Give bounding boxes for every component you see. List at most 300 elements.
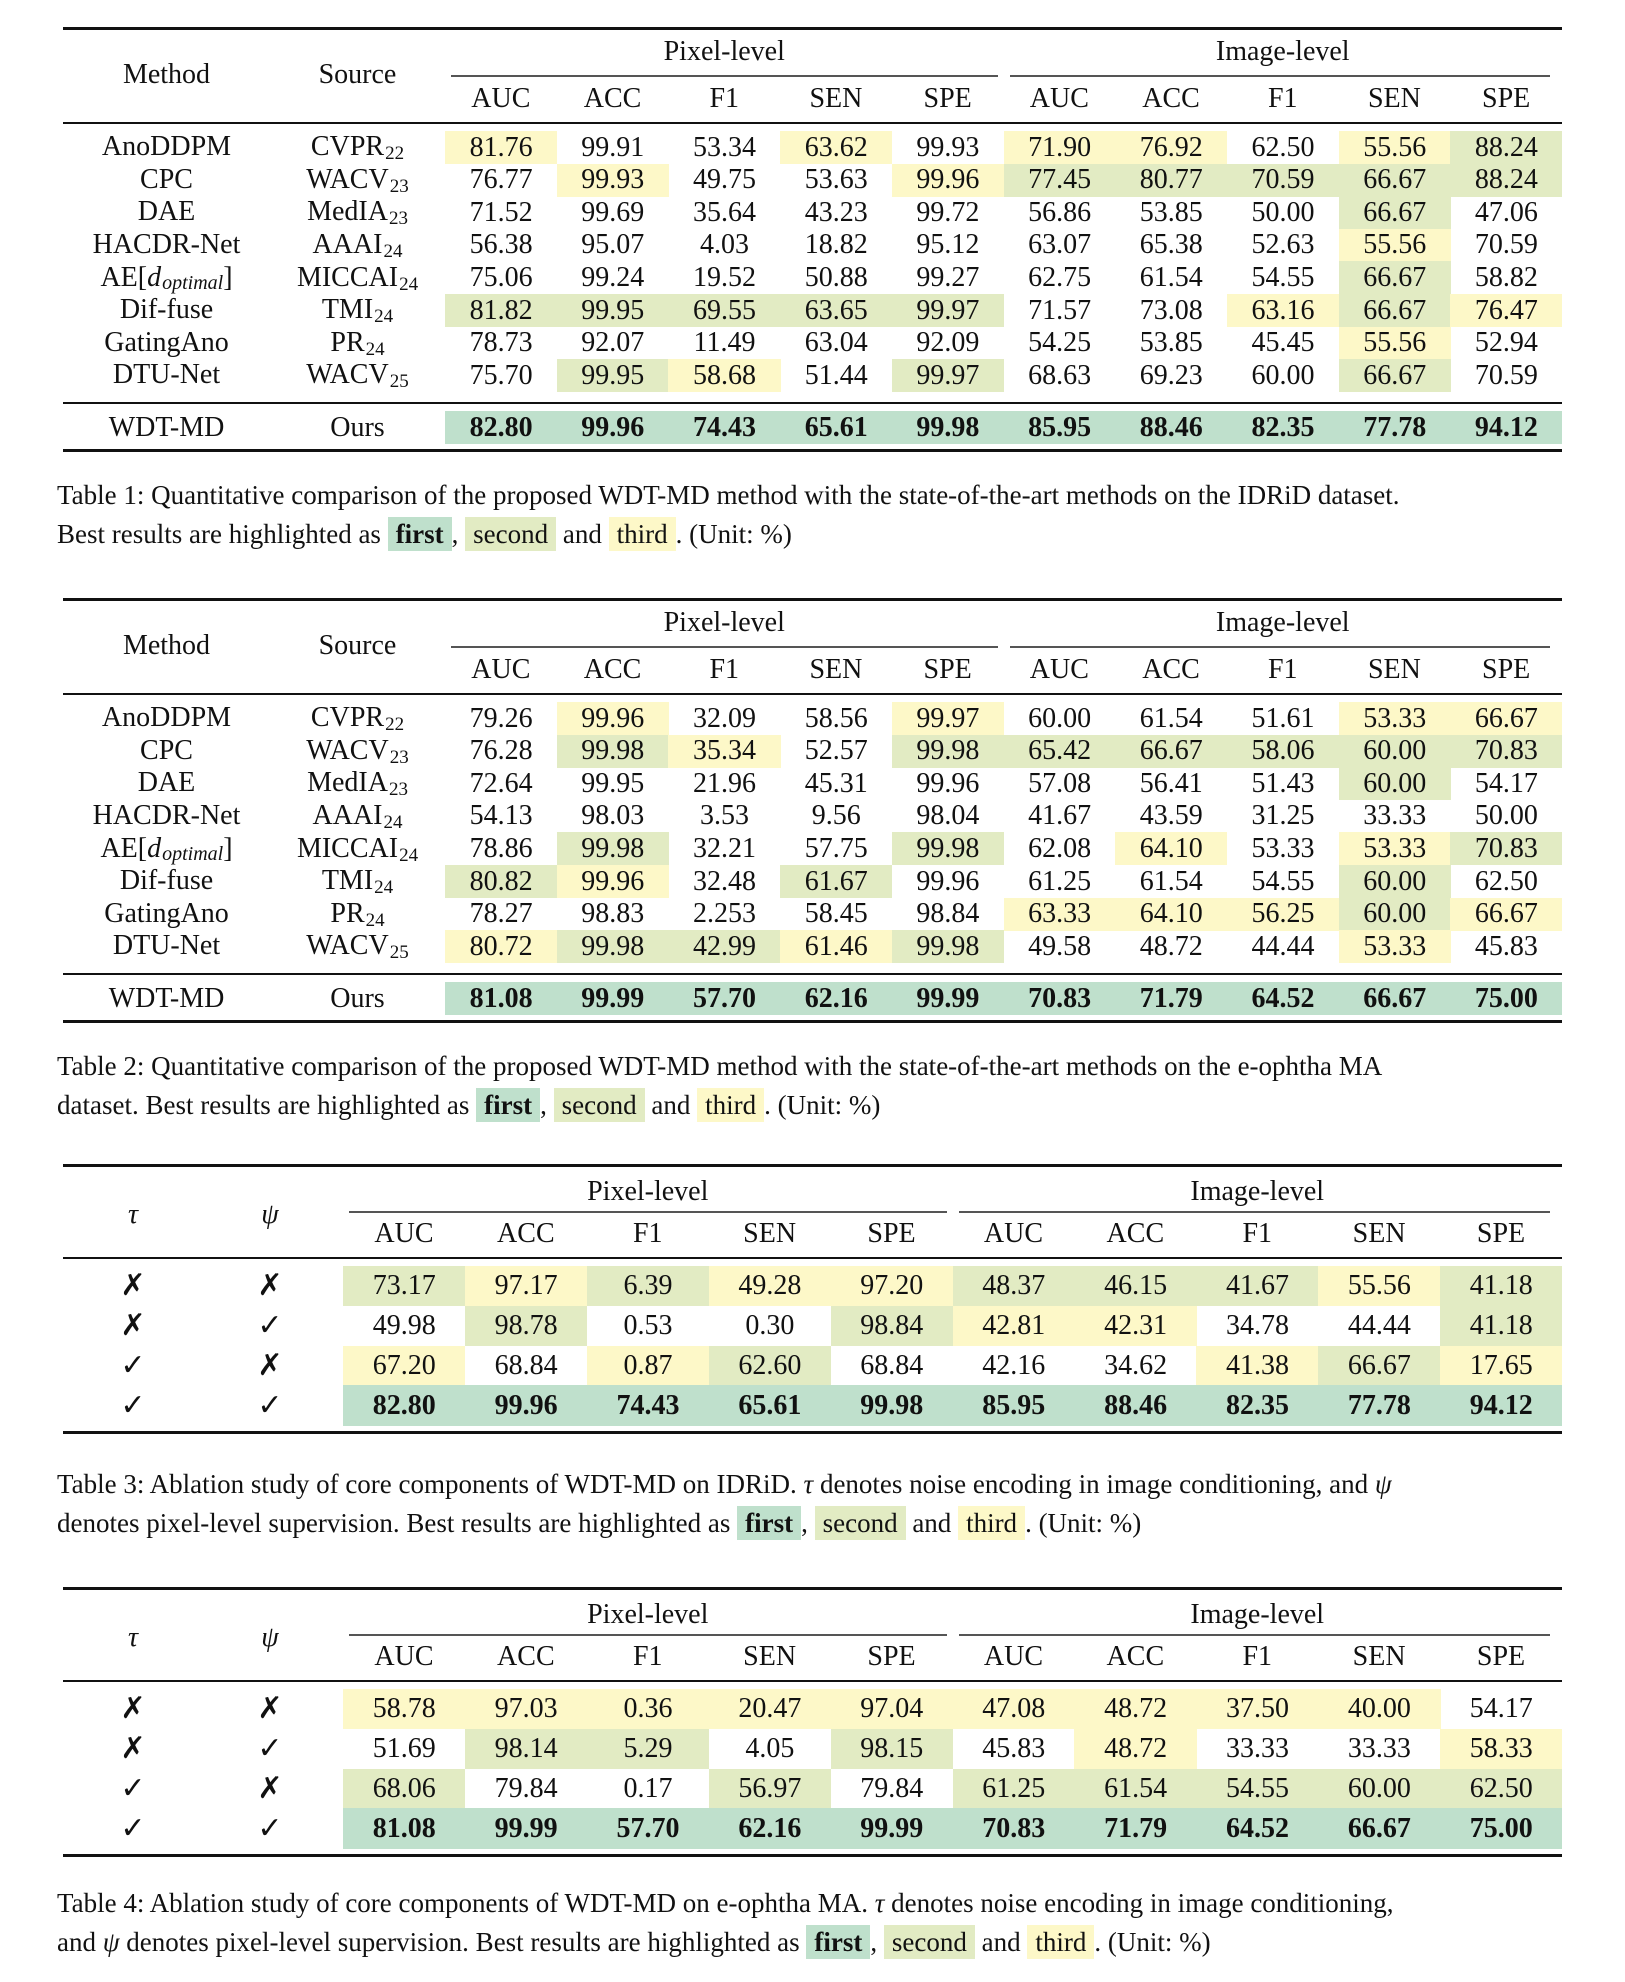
source-venue-name: WACV bbox=[306, 734, 389, 766]
cross-icon: ✗ bbox=[120, 1268, 146, 1304]
metric-value: 66.67 bbox=[1339, 196, 1451, 229]
method-name: DTU-Net bbox=[112, 359, 221, 391]
metric-value: 20.47 bbox=[709, 1689, 831, 1729]
metric-header-sen: SEN bbox=[1367, 83, 1421, 114]
metric-value: 99.27 bbox=[916, 261, 980, 293]
metric-value: 0.53 bbox=[623, 1309, 673, 1341]
metric-value: 60.00 bbox=[1339, 735, 1451, 768]
legend-chip-third: third bbox=[609, 517, 676, 551]
metric-value: 81.82 bbox=[445, 294, 557, 327]
cross-icon: ✗ bbox=[120, 1731, 146, 1767]
source-venue-year: 25 bbox=[389, 942, 409, 964]
metric-value: 51.61 bbox=[1251, 702, 1315, 734]
metric-value: 49.58 bbox=[1028, 930, 1092, 962]
metric-value: 98.84 bbox=[831, 1306, 953, 1346]
metric-value: 61.54 bbox=[1139, 702, 1203, 734]
metric-value: 58.82 bbox=[1474, 261, 1538, 293]
metric-value: 51.69 bbox=[372, 1732, 436, 1764]
metric-header-spe: SPE bbox=[1476, 1641, 1526, 1672]
metric-value: 79.26 bbox=[469, 702, 533, 734]
method-name-math: d bbox=[147, 261, 162, 293]
caption-line-2: and ψ denotes pixel-level supervision. Best results are highlighted as first , second and third . (Unit: %) bbox=[57, 1927, 1211, 1957]
legend-chip-first: first bbox=[476, 1088, 540, 1122]
metric-value: 51.44 bbox=[804, 359, 868, 391]
metric-value: 78.27 bbox=[469, 898, 533, 930]
metric-value: 49.28 bbox=[709, 1266, 831, 1306]
source-venue-name: WACV bbox=[306, 930, 389, 962]
metric-header-sen: SEN bbox=[1352, 1218, 1406, 1249]
metric-value: 99.98 bbox=[557, 735, 669, 768]
metric-value-best: 70.83 bbox=[953, 1808, 1075, 1848]
column-header-tau: τ bbox=[127, 1622, 139, 1653]
metric-value: 80.72 bbox=[445, 930, 557, 963]
metric-value: 60.00 bbox=[1318, 1769, 1440, 1809]
header-rule bbox=[63, 1680, 1562, 1682]
metric-value: 99.93 bbox=[916, 131, 980, 163]
metric-header-sen: SEN bbox=[809, 83, 863, 114]
source-venue bbox=[270, 229, 445, 262]
metric-value: 64.10 bbox=[1115, 832, 1227, 865]
metric-value-best: 75.00 bbox=[1440, 1808, 1562, 1848]
metric-value-best: 65.61 bbox=[709, 1385, 831, 1425]
metric-value: 81.76 bbox=[445, 131, 557, 164]
cmidrule-image-level bbox=[959, 1211, 1551, 1213]
metric-value: 42.16 bbox=[982, 1349, 1046, 1381]
source-venue-year: 24 bbox=[399, 844, 419, 866]
source-venue bbox=[270, 800, 445, 833]
source-venue-name: CVPR bbox=[310, 131, 385, 163]
caption-line-1 bbox=[57, 1465, 1569, 1504]
caption-text: Best results are highlighted as bbox=[57, 519, 381, 549]
metric-value: 62.60 bbox=[709, 1346, 831, 1386]
metric-value: 63.04 bbox=[804, 327, 868, 359]
metric-value: 68.84 bbox=[494, 1349, 558, 1381]
metric-value: 98.83 bbox=[581, 898, 645, 930]
metric-value: 56.38 bbox=[469, 229, 533, 261]
top-rule bbox=[63, 1164, 1562, 1167]
check-icon: ✓ bbox=[257, 1810, 283, 1846]
metric-value-best: 66.67 bbox=[1318, 1808, 1440, 1848]
tau-symbol: τ bbox=[874, 1888, 885, 1918]
metric-value: 61.54 bbox=[1074, 1769, 1196, 1809]
metric-value: 54.55 bbox=[1196, 1769, 1318, 1809]
metric-value: 44.44 bbox=[1251, 930, 1315, 962]
cmidrule-image-level bbox=[1010, 646, 1551, 648]
metric-value: 99.97 bbox=[892, 294, 1004, 327]
metric-value: 33.33 bbox=[1225, 1732, 1289, 1764]
source-venue-name: CVPR bbox=[310, 702, 385, 734]
metric-value: 43.59 bbox=[1139, 800, 1203, 832]
metric-value: 52.63 bbox=[1251, 229, 1315, 261]
metric-value: 33.33 bbox=[1363, 800, 1427, 832]
metric-value-best: 77.78 bbox=[1318, 1385, 1440, 1425]
table-caption-3 bbox=[57, 1465, 1569, 1543]
metric-value-best: 75.00 bbox=[1450, 982, 1562, 1015]
metric-value-best: 70.83 bbox=[1004, 982, 1116, 1015]
metric-value: 71.57 bbox=[1028, 294, 1092, 326]
metric-value-best: 85.95 bbox=[1004, 411, 1116, 444]
metric-value: 33.33 bbox=[1347, 1732, 1411, 1764]
metric-value: 66.67 bbox=[1339, 359, 1451, 392]
metric-value: 55.56 bbox=[1339, 327, 1451, 360]
metric-header-f1: F1 bbox=[1267, 83, 1298, 114]
metric-value-best: 88.46 bbox=[1115, 411, 1227, 444]
caption-text: and bbox=[974, 1927, 1028, 1957]
metric-value-best: 65.61 bbox=[780, 411, 892, 444]
metric-value: 98.78 bbox=[465, 1306, 587, 1346]
metric-value: 41.67 bbox=[1028, 800, 1092, 832]
metric-value: 75.70 bbox=[469, 359, 533, 391]
metric-value-best: 77.78 bbox=[1339, 411, 1451, 444]
bottom-rule bbox=[63, 1020, 1562, 1023]
metric-value: 98.15 bbox=[831, 1729, 953, 1769]
check-icon: ✓ bbox=[257, 1387, 283, 1423]
metric-value: 54.55 bbox=[1251, 261, 1315, 293]
metric-value: 53.34 bbox=[692, 131, 756, 163]
header-rule bbox=[63, 1257, 1562, 1259]
method-name-math: d bbox=[147, 832, 162, 864]
legend-chip-third: third bbox=[1027, 1925, 1094, 1959]
metric-value: 92.09 bbox=[916, 327, 980, 359]
metric-header-f1: F1 bbox=[1242, 1218, 1273, 1249]
legend-chip-second: second bbox=[884, 1925, 975, 1959]
metric-value: 32.21 bbox=[692, 832, 756, 864]
metric-value: 66.67 bbox=[1339, 164, 1451, 197]
source-venue-name: AAAI bbox=[312, 229, 383, 261]
metric-value-best: 99.96 bbox=[465, 1385, 587, 1425]
metric-value: 48.72 bbox=[1074, 1689, 1196, 1729]
metric-value: 95.07 bbox=[581, 229, 645, 261]
metric-value-best: 99.98 bbox=[892, 411, 1004, 444]
metric-value: 97.04 bbox=[831, 1689, 953, 1729]
metric-value: 0.30 bbox=[745, 1309, 795, 1341]
metric-value: 63.16 bbox=[1227, 294, 1339, 327]
method-name-prefix: AE[ bbox=[100, 261, 148, 293]
group-header-image-level: Image-level bbox=[1215, 36, 1350, 67]
method-name-suffix: ] bbox=[223, 832, 233, 864]
metric-header-spe: SPE bbox=[1476, 1218, 1526, 1249]
metric-value: 54.17 bbox=[1474, 767, 1538, 799]
metric-value: 88.24 bbox=[1450, 164, 1562, 197]
metric-value: 50.88 bbox=[804, 261, 868, 293]
metric-value-best: 99.98 bbox=[831, 1385, 953, 1425]
cross-icon: ✗ bbox=[257, 1691, 283, 1727]
metric-value: 97.17 bbox=[465, 1266, 587, 1306]
metric-value: 31.25 bbox=[1251, 800, 1315, 832]
check-icon: ✓ bbox=[120, 1347, 146, 1383]
metric-value: 35.64 bbox=[692, 196, 756, 228]
metric-value-best: 64.52 bbox=[1196, 1808, 1318, 1848]
group-header-image-level: Image-level bbox=[1215, 607, 1350, 638]
source-venue bbox=[270, 898, 445, 931]
source-venue-year: 24 bbox=[365, 338, 385, 360]
cmidrule-pixel-level bbox=[451, 75, 998, 77]
metric-value: 70.59 bbox=[1474, 229, 1538, 261]
metric-value: 48.72 bbox=[1139, 930, 1203, 962]
metric-header-auc: AUC bbox=[374, 1641, 434, 1672]
metric-value: 99.97 bbox=[892, 359, 1004, 392]
column-header-source: Source bbox=[318, 59, 397, 90]
metric-value-best: 74.43 bbox=[668, 411, 780, 444]
source-venue bbox=[270, 832, 445, 865]
group-header-pixel-level: Pixel-level bbox=[587, 1599, 709, 1630]
column-header-source: Source bbox=[318, 630, 397, 661]
metric-value-best: 88.46 bbox=[1074, 1385, 1196, 1425]
metric-header-spe: SPE bbox=[1482, 83, 1531, 114]
metric-value: 98.14 bbox=[465, 1729, 587, 1769]
metric-value: 80.82 bbox=[445, 865, 557, 898]
tau-symbol: τ bbox=[803, 1469, 814, 1499]
caption-line-1 bbox=[57, 1884, 1569, 1923]
metric-value: 68.63 bbox=[1028, 359, 1092, 391]
metric-header-auc: AUC bbox=[1029, 654, 1089, 685]
metric-value: 73.08 bbox=[1139, 294, 1203, 326]
legend-chip-third: third bbox=[958, 1506, 1025, 1540]
table-caption-2 bbox=[57, 1047, 1569, 1125]
method-name: AnoDDPM bbox=[101, 702, 232, 734]
method-name bbox=[63, 261, 270, 294]
method-name: GatingAno bbox=[104, 897, 229, 929]
source-venue: Ours bbox=[330, 411, 385, 443]
metric-value: 99.96 bbox=[557, 702, 669, 735]
cmidrule-pixel-level bbox=[349, 1634, 947, 1636]
metric-value: 73.17 bbox=[343, 1266, 465, 1306]
legend-chip-third: third bbox=[697, 1088, 764, 1122]
source-venue bbox=[270, 164, 445, 197]
metric-value: 43.23 bbox=[804, 196, 868, 228]
column-header-psi: ψ bbox=[261, 1199, 279, 1230]
metric-value: 58.56 bbox=[804, 702, 868, 734]
metric-value: 63.33 bbox=[1004, 898, 1116, 931]
metric-value: 55.56 bbox=[1339, 131, 1451, 164]
metric-value: 45.83 bbox=[982, 1732, 1046, 1764]
metric-header-sen: SEN bbox=[1367, 654, 1421, 685]
metric-header-f1: F1 bbox=[632, 1218, 663, 1249]
metric-value: 99.98 bbox=[892, 930, 1004, 963]
metric-value: 65.38 bbox=[1139, 229, 1203, 261]
metric-value: 62.50 bbox=[1474, 865, 1538, 897]
metric-value: 61.25 bbox=[953, 1769, 1075, 1809]
metric-value: 99.98 bbox=[892, 832, 1004, 865]
group-header-pixel-level: Pixel-level bbox=[663, 607, 785, 638]
metric-value: 99.98 bbox=[557, 930, 669, 963]
metric-value: 70.59 bbox=[1474, 359, 1538, 391]
metric-value: 98.03 bbox=[581, 800, 645, 832]
metric-value: 61.67 bbox=[780, 865, 892, 898]
metric-value: 65.42 bbox=[1004, 735, 1116, 768]
metric-value-best: 57.70 bbox=[587, 1808, 709, 1848]
metric-value: 52.57 bbox=[804, 735, 868, 767]
group-header-pixel-level: Pixel-level bbox=[587, 1176, 709, 1207]
source-venue-name: MICCAI bbox=[296, 261, 399, 293]
metric-value: 99.95 bbox=[581, 767, 645, 799]
source-venue-name: PR bbox=[330, 897, 365, 929]
metric-value: 64.10 bbox=[1115, 898, 1227, 931]
metric-value-best: 62.16 bbox=[780, 982, 892, 1015]
metric-value: 60.00 bbox=[1251, 359, 1315, 391]
metric-value: 55.56 bbox=[1339, 229, 1451, 262]
metric-value: 53.33 bbox=[1339, 832, 1451, 865]
metric-value-best: 81.08 bbox=[343, 1808, 465, 1848]
metric-header-sen: SEN bbox=[743, 1641, 797, 1672]
metric-value: 4.05 bbox=[745, 1732, 795, 1764]
metric-value: 48.37 bbox=[953, 1266, 1075, 1306]
metric-value: 54.17 bbox=[1469, 1693, 1533, 1725]
caption-text: and bbox=[556, 519, 609, 549]
metric-value: 63.07 bbox=[1028, 229, 1092, 261]
metric-header-f1: F1 bbox=[632, 1641, 663, 1672]
metric-value: 76.92 bbox=[1115, 131, 1227, 164]
method-name: CPC bbox=[140, 163, 193, 195]
metric-header-acc: ACC bbox=[1106, 1218, 1165, 1249]
metric-value: 79.84 bbox=[860, 1772, 924, 1804]
caption-text: . (Unit: %) bbox=[1025, 1508, 1142, 1538]
metric-value: 50.00 bbox=[1251, 196, 1315, 228]
method-name: DAE bbox=[137, 767, 196, 799]
metric-value: 99.96 bbox=[916, 865, 980, 897]
metric-value: 60.00 bbox=[1339, 898, 1451, 931]
legend-chip-second: second bbox=[465, 517, 556, 551]
metric-value: 46.15 bbox=[1074, 1266, 1196, 1306]
metric-value-best: 99.99 bbox=[831, 1808, 953, 1848]
metric-value-best: 82.80 bbox=[343, 1385, 465, 1425]
legend-chip-second: second bbox=[815, 1506, 906, 1540]
caption-text: . (Unit: %) bbox=[1094, 1927, 1211, 1957]
header-rule bbox=[63, 122, 1562, 124]
metric-value: 32.09 bbox=[692, 702, 756, 734]
metric-value: 62.75 bbox=[1028, 261, 1092, 293]
bottom-rule bbox=[63, 1431, 1562, 1434]
source-venue-name: MedIA bbox=[307, 196, 388, 228]
metric-header-acc: ACC bbox=[1142, 654, 1200, 685]
check-icon: ✓ bbox=[257, 1308, 283, 1344]
metric-value: 61.25 bbox=[1028, 865, 1092, 897]
source-venue-year: 23 bbox=[389, 175, 409, 197]
metric-value: 6.39 bbox=[587, 1266, 709, 1306]
method-name-subscript: optimal bbox=[162, 272, 224, 295]
metric-value-best: 57.70 bbox=[668, 982, 780, 1015]
metric-value: 99.69 bbox=[581, 196, 645, 228]
metric-value: 95.12 bbox=[916, 229, 980, 261]
caption-text: and bbox=[57, 1927, 96, 1957]
column-header-method: Method bbox=[122, 59, 211, 90]
source-venue-year: 24 bbox=[365, 909, 385, 931]
method-name: WDT-MD bbox=[108, 982, 225, 1014]
metric-value: 56.25 bbox=[1227, 898, 1339, 931]
source-venue-name: WACV bbox=[306, 163, 389, 195]
cross-icon: ✗ bbox=[257, 1770, 283, 1806]
check-icon: ✓ bbox=[120, 1810, 146, 1846]
metric-value: 58.78 bbox=[343, 1689, 465, 1729]
metric-value: 9.56 bbox=[811, 800, 861, 832]
caption-text: denotes noise encoding in image conditioning, and bbox=[819, 1469, 1369, 1499]
metric-value: 61.46 bbox=[780, 930, 892, 963]
metric-header-sen: SEN bbox=[1352, 1641, 1406, 1672]
metric-value: 2.253 bbox=[692, 898, 756, 930]
method-name-prefix: AE[ bbox=[100, 832, 148, 864]
metric-header-acc: ACC bbox=[497, 1641, 555, 1672]
source-venue-name: WACV bbox=[306, 359, 389, 391]
source-venue bbox=[270, 767, 445, 800]
metric-value: 98.04 bbox=[916, 800, 980, 832]
metric-value: 53.85 bbox=[1139, 196, 1203, 228]
source-venue bbox=[270, 702, 445, 735]
metric-value: 0.87 bbox=[587, 1346, 709, 1386]
legend-chip-second: second bbox=[554, 1088, 645, 1122]
metric-header-auc: AUC bbox=[471, 654, 531, 685]
metric-value: 5.29 bbox=[587, 1729, 709, 1769]
metric-value: 32.48 bbox=[692, 865, 756, 897]
metric-value: 42.81 bbox=[953, 1306, 1075, 1346]
psi-symbol: ψ bbox=[102, 1927, 120, 1957]
caption-text: denotes noise encoding in image conditioning, bbox=[891, 1888, 1394, 1918]
bottom-rule bbox=[63, 449, 1562, 452]
source-venue-name: TMI bbox=[321, 865, 374, 897]
source-venue-name: TMI bbox=[321, 294, 374, 326]
top-rule bbox=[63, 1587, 1562, 1590]
metric-value: 99.98 bbox=[892, 735, 1004, 768]
metric-value: 78.86 bbox=[469, 832, 533, 864]
source-venue bbox=[270, 131, 445, 164]
source-venue-year: 22 bbox=[385, 714, 405, 736]
ours-separator-rule bbox=[63, 402, 1562, 404]
metric-value-best: 99.96 bbox=[557, 411, 669, 444]
source-venue: Ours bbox=[330, 982, 385, 1014]
metric-value: 99.98 bbox=[557, 832, 669, 865]
metric-value: 70.83 bbox=[1450, 735, 1562, 768]
metric-value: 68.06 bbox=[343, 1769, 465, 1809]
ours-separator-rule bbox=[63, 973, 1562, 975]
metric-value: 35.34 bbox=[668, 735, 780, 768]
metric-value: 76.47 bbox=[1450, 294, 1562, 327]
metric-value: 68.84 bbox=[860, 1349, 924, 1381]
source-venue-year: 23 bbox=[388, 208, 408, 230]
caption-line-1 bbox=[57, 476, 1569, 515]
metric-value: 44.44 bbox=[1347, 1309, 1411, 1341]
metric-value: 99.96 bbox=[557, 865, 669, 898]
metric-value: 11.49 bbox=[693, 327, 756, 359]
method-name: HACDR-Net bbox=[92, 229, 241, 261]
metric-value-best: 99.99 bbox=[557, 982, 669, 1015]
metric-value: 60.00 bbox=[1339, 865, 1451, 898]
metric-value: 45.83 bbox=[1474, 930, 1538, 962]
metric-value-best: 99.99 bbox=[892, 982, 1004, 1015]
metric-header-f1: F1 bbox=[1242, 1641, 1273, 1672]
source-venue bbox=[270, 930, 445, 963]
source-venue-year: 24 bbox=[383, 812, 403, 834]
source-venue-name: PR bbox=[330, 326, 365, 358]
metric-value: 79.84 bbox=[494, 1772, 558, 1804]
metric-value: 48.72 bbox=[1074, 1729, 1196, 1769]
metric-value: 0.36 bbox=[587, 1689, 709, 1729]
metric-value: 41.18 bbox=[1440, 1306, 1562, 1346]
metric-value: 53.33 bbox=[1251, 832, 1315, 864]
metric-value: 58.33 bbox=[1440, 1729, 1562, 1769]
metric-value: 66.67 bbox=[1318, 1346, 1440, 1386]
metric-value: 47.06 bbox=[1474, 196, 1538, 228]
metric-header-f1: F1 bbox=[1267, 654, 1298, 685]
metric-value: 53.33 bbox=[1339, 702, 1451, 735]
metric-header-acc: ACC bbox=[583, 83, 642, 114]
metric-value-best: 94.12 bbox=[1450, 411, 1562, 444]
metric-value: 63.65 bbox=[780, 294, 892, 327]
metric-value: 51.43 bbox=[1251, 767, 1315, 799]
metric-value: 66.67 bbox=[1339, 294, 1451, 327]
metric-value-best: 66.67 bbox=[1339, 982, 1451, 1015]
metric-value: 49.75 bbox=[692, 164, 756, 196]
check-icon: ✓ bbox=[120, 1770, 146, 1806]
source-venue-year: 24 bbox=[374, 877, 394, 899]
